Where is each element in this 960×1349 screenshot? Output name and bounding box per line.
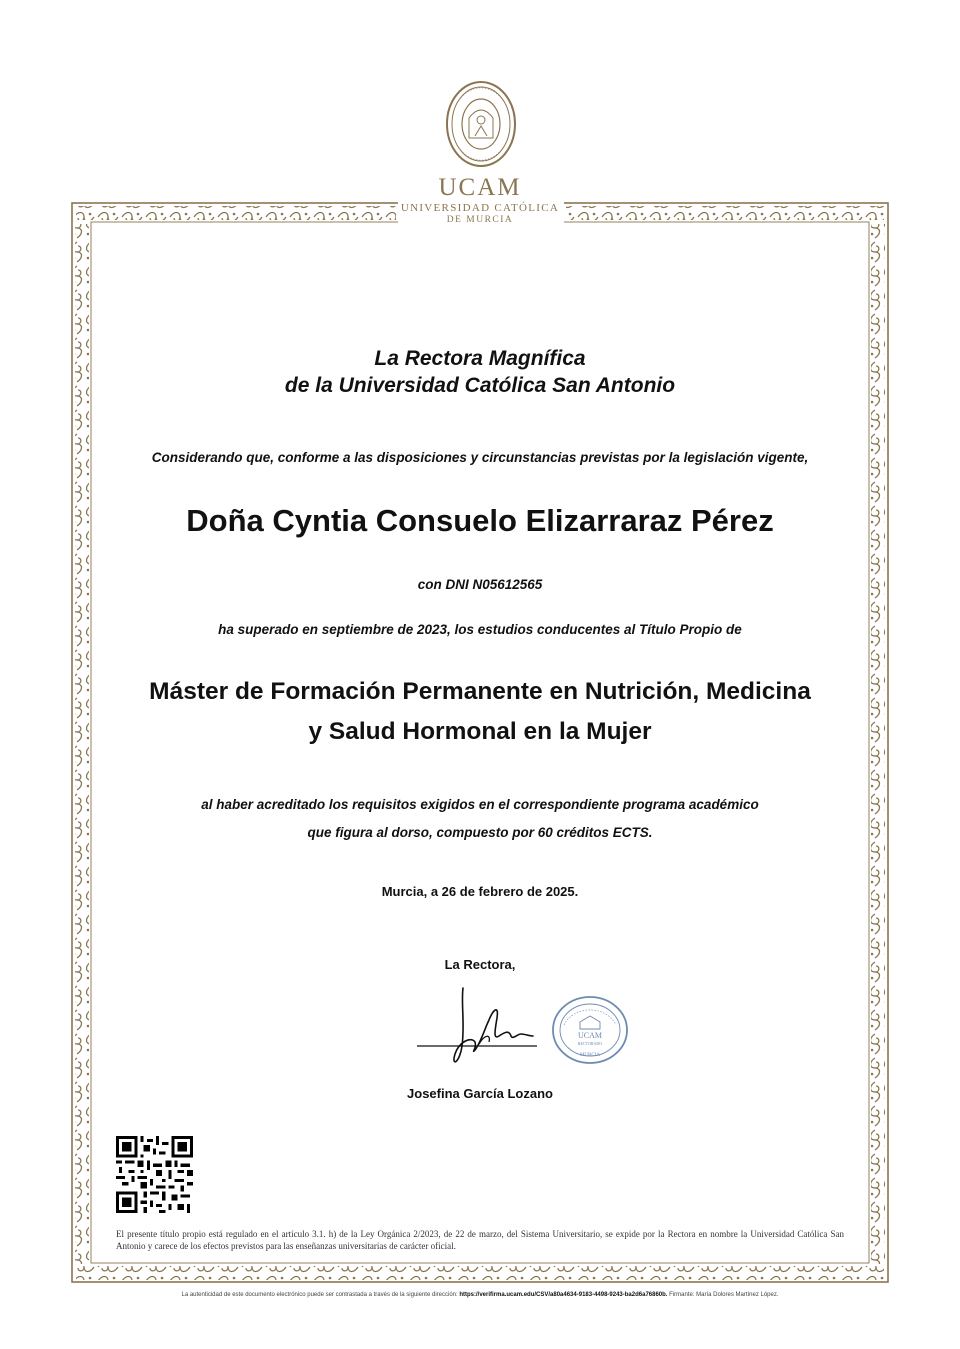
logo-ucam-text: UCAM [438, 174, 522, 201]
handwritten-signature [415, 984, 540, 1074]
qr-code[interactable] [116, 1136, 193, 1213]
signatory-role: La Rectora, [444, 957, 516, 972]
accreditation-line1: al haber acreditado los requisitos exigidos en el correspondiente programa académico [201, 797, 759, 812]
stamp-center-text: UCAM [577, 1031, 603, 1040]
rector-title-line1: La Rectora Magnífica [374, 347, 586, 370]
degree-title-line1: Máster de Formación Permanente en Nutrición, Medicina [149, 678, 811, 705]
logo-university-text: UNIVERSIDAD CATÓLICA [400, 202, 560, 214]
authenticity-notice [0, 1292, 960, 1298]
rector-title-line2: de la Universidad Católica San Antonio [284, 374, 676, 397]
university-logo [380, 174, 580, 226]
verification-link[interactable]: https://verifirma.ucam.edu/CSV/a80a4634-9183-4498-9243-ba2d6a76860b. [459, 1292, 668, 1298]
rectorate-stamp [550, 995, 630, 1065]
legal-notice: El presente título propio está regulado en el artículo 3.1. h) de la Ley Orgánica 2/2023, de 22 de marzo, del Sistema Universitario, se expide por la Rectora en nombre la Universidad Católica San Antonio y carece de los efectos previstos para las enseñanzas universitarias de carácter oficial. [116, 1229, 844, 1251]
rector-title [0, 345, 960, 399]
considering-text: Considerando que, conforme a las disposiciones y circunstancias previstas por la legislación vigente, [151, 450, 809, 465]
university-seal-icon [445, 80, 517, 168]
recipient-name: Doña Cyntia Consuelo Elizarraraz Pérez [186, 503, 774, 538]
logo-city-text: DE MURCIA [446, 215, 514, 225]
signatory-name: Josefina García Lozano [407, 1086, 553, 1101]
accreditation-line2: que figura al dorso, compuesto por 60 créditos ECTS. [307, 825, 653, 840]
auth-signer: Firmante: María Dolores Martínez López. [669, 1292, 779, 1298]
accreditation-text [0, 791, 960, 847]
degree-title [0, 672, 960, 752]
stamp-city-text: MURCIA [579, 1053, 601, 1058]
place-date: Murcia, a 26 de febrero de 2025. [381, 884, 579, 899]
auth-prefix: La autenticidad de este documento electrónico puede ser contrastada a través de la siguiente dirección: [181, 1292, 458, 1298]
degree-title-line2: y Salud Hormonal en la Mujer [308, 718, 652, 745]
passed-text: ha superado en septiembre de 2023, los estudios conducentes al Título Propio de [218, 622, 742, 637]
stamp-sub-text: RECTORADO [577, 1041, 603, 1046]
recipient-dni: con DNI N05612565 [417, 577, 543, 592]
